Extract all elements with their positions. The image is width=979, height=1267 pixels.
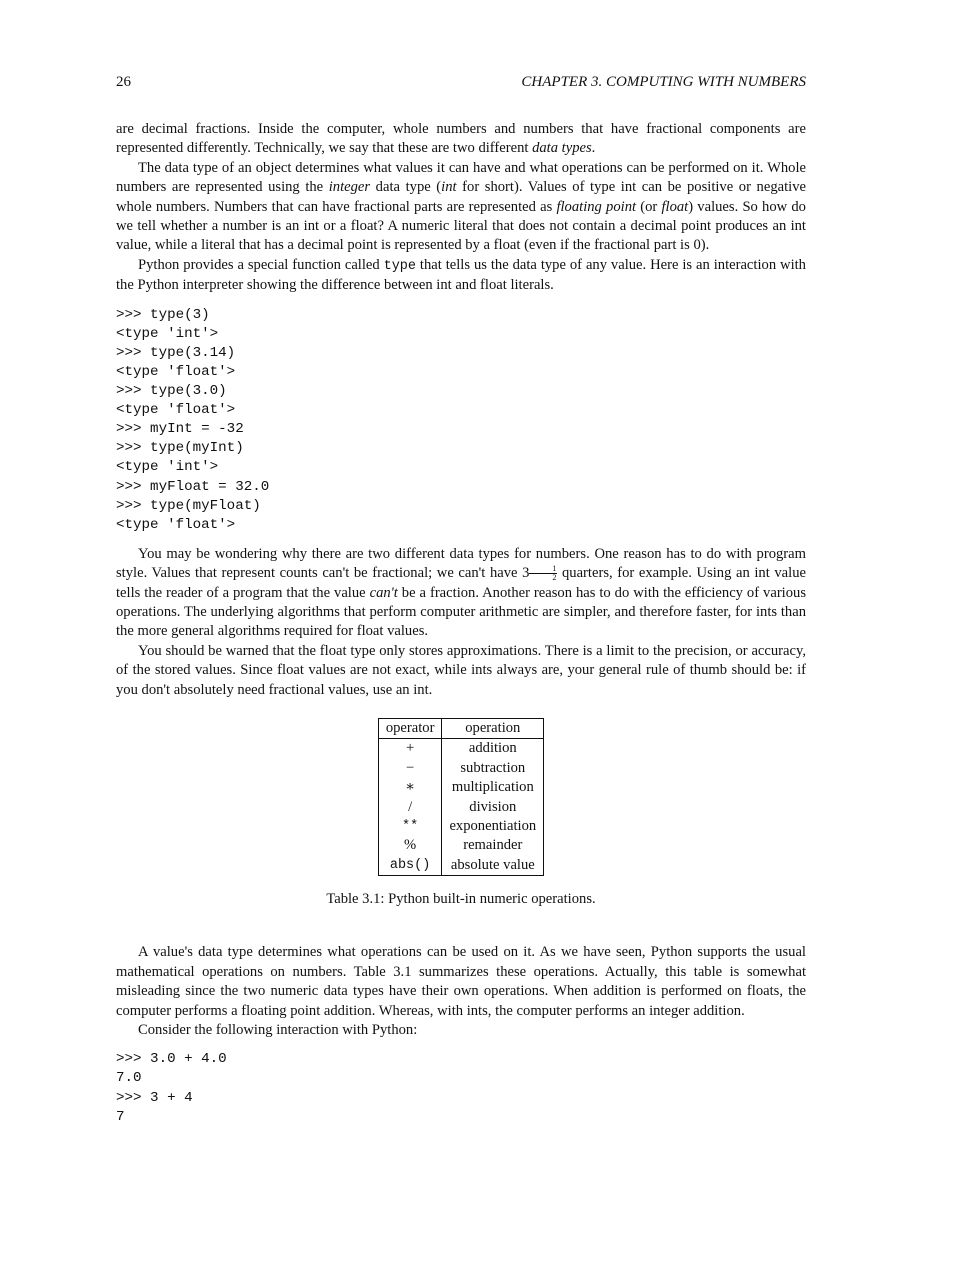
page xyxy=(116,72,806,1127)
table-row: / division xyxy=(378,798,543,817)
paragraph-consider: Consider the following interaction with Python: xyxy=(138,1021,418,1038)
fraction-one-half: $\frac{1}{2}$ xyxy=(529,565,557,582)
code-block-type-examples: >>> type(3) <type 'int'> >>> type(3.14) <type 'float'> >>> type(3.0) <type 'float'> >>> myInt = -32 >>> type(myInt) <type 'int'> >>> myFloat = 32.0 >>> type(myFloat) <type 'float'> xyxy=(116,306,270,533)
paragraph-type-function: Python provides a special function called type that tells us the data type of any value. Here is an interaction with the Python interpreter showing the difference between int and float literals. xyxy=(116,256,806,294)
page-header xyxy=(116,72,806,92)
code-block-addition: >>> 3.0 + 4.0 7.0 >>> 3 + 4 7 xyxy=(116,1051,227,1125)
table-row: ** exponentiation xyxy=(378,817,543,836)
table-row: + addition xyxy=(378,739,543,759)
table-row: ∗ multiplication xyxy=(378,778,543,797)
table-header-row xyxy=(378,719,543,739)
paragraph-operations: A value's data type determines what operations can be used on it. As we have seen, Python supports the usual mathematical operations on numbers. Table 3.1 summarizes these operations. Actually, this table is somewhat misleading since the two numeric data types have their own operations. When addition is performed on floats, the computer performs a floating point addition. Whereas, with ints, the computer performs an integer addition. xyxy=(116,944,806,1019)
table-header-operation: operation xyxy=(442,719,544,739)
table-row: − subtraction xyxy=(378,759,543,778)
table-header-operator: operator xyxy=(378,719,442,739)
table-row: % remainder xyxy=(378,836,543,855)
paragraph-int-float: The data type of an object determines what values it can have and what operations can be performed on it. Whole numbers are represented using the integer data type (int for short). Values of type int can be positive or negative whole numbers. Numbers that can have fractional parts are represented as floating point (or float) values. So how do we tell whether a number is an int or a float? A numeric literal that does not contain a decimal point produces an int value, while a literal that has a decimal point is represented by a float (even if the fractional part is 0). xyxy=(116,159,806,254)
paragraph-data-types-intro: are decimal fractions. Inside the computer, whole numbers and numbers that have fractional components are represented differently. Technically, we say that these are two different data types. xyxy=(116,121,806,157)
paragraph-float-approximations: You should be warned that the float type only stores approximations. There is a limit to the precision, or accuracy, of the stored values. Since float values are not exact, while ints always are, your general rule of thumb should be: if you don't absolutely need fractional values, use an int. xyxy=(116,642,806,698)
chapter-title: CHAPTER 3. COMPUTING WITH NUMBERS xyxy=(521,74,806,90)
operations-table xyxy=(378,718,544,876)
table-caption: Table 3.1: Python built-in numeric operations. xyxy=(326,891,596,908)
page-number: 26 xyxy=(116,74,131,90)
table-row: abs() absolute value xyxy=(378,856,543,876)
paragraph-why-two-types: You may be wondering why there are two different data types for numbers. One reason has to do with program style. Values that represent counts can't be fractional; we can't have 3 $\frac{1}{2}$ quarters, for example. Using an int value tells the reader of a program that the value can't be a fraction. Another reason has to do with the efficiency of various operations. The underlying algorithms that perform computer arithmetic are simpler, and therefore faster, for ints than the more general algorithms required for float values. xyxy=(116,545,807,640)
